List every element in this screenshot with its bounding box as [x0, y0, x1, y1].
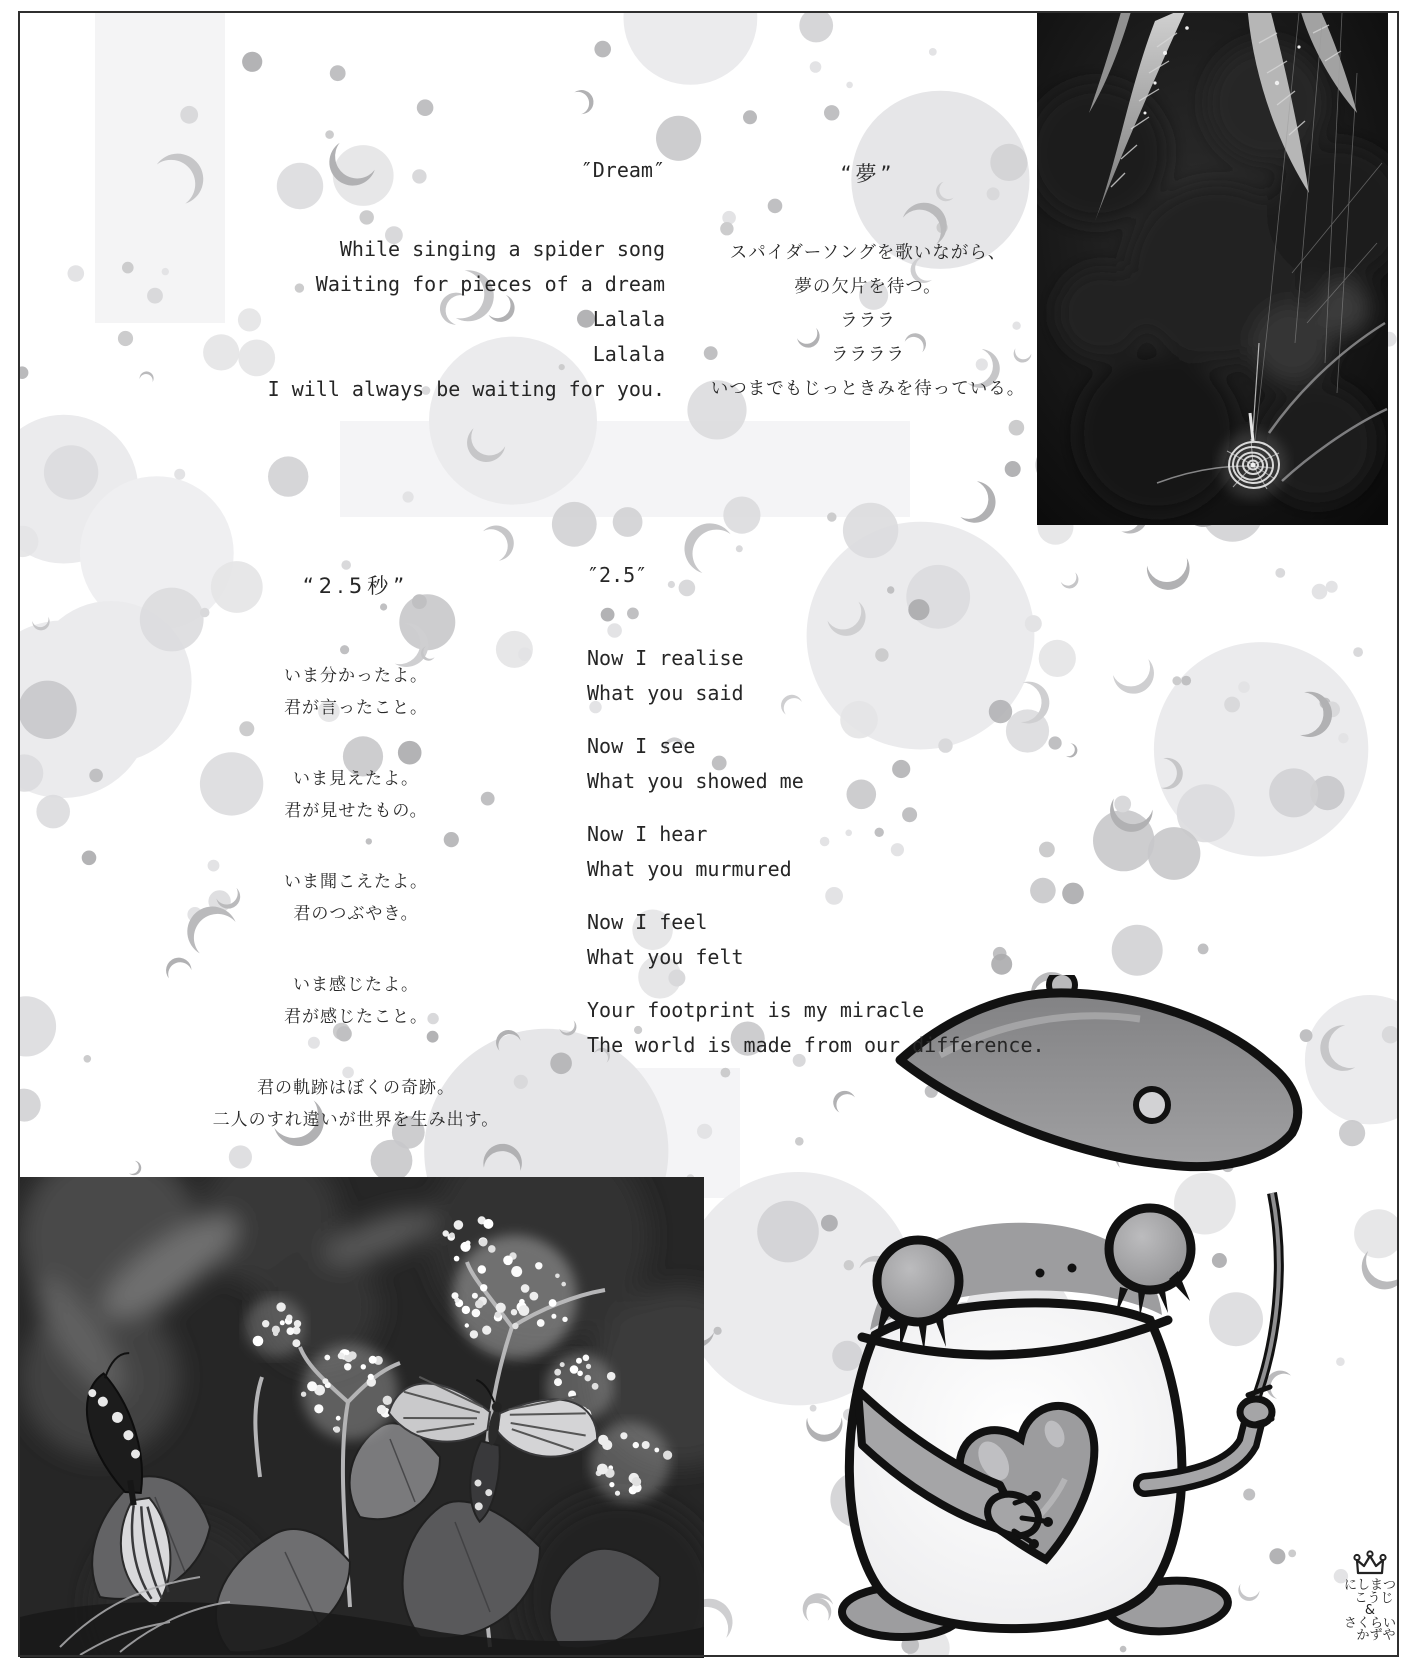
lyric-stanza — [587, 905, 1045, 975]
crown-doodle-icon — [1350, 1550, 1390, 1578]
leaf-hole — [1136, 1089, 1168, 1121]
lyric-stanza — [56, 660, 656, 724]
lyric-line: Lalala — [592, 342, 665, 366]
lyric-line: いま見えたよ。 — [293, 769, 419, 789]
lyric-line: Your footprint is my miracle — [587, 998, 925, 1022]
lyric-line: ララララ — [831, 345, 905, 365]
lyric-stanza — [587, 729, 1045, 799]
signature-line: さくらい — [1343, 1615, 1396, 1631]
lyric-line: 二人のすれ違いが世界を生み出す。 — [212, 1110, 500, 1130]
lyric-line: Now I realise — [587, 646, 744, 670]
lyric-stanza — [56, 763, 656, 827]
lyric-line: 君の軌跡はぼくの奇跡。 — [257, 1078, 455, 1098]
frog-eye — [877, 1240, 959, 1322]
signature-line: にしまつ — [1343, 1578, 1396, 1593]
lyric-line: Waiting for pieces of a dream — [315, 272, 665, 296]
lyrics-25sec-japanese — [56, 570, 656, 1175]
song-title: ″Dream″ — [580, 158, 665, 182]
lyric-line: いま感じたよ。 — [293, 975, 419, 995]
lyric-line: Now I feel — [587, 910, 708, 934]
lyric-stanza — [56, 866, 656, 930]
lyric-line: 夢の欠片を待つ。 — [794, 277, 942, 297]
lyric-stanza — [587, 641, 1045, 711]
lyric-line: The world is made from our difference. — [587, 1033, 1045, 1057]
lyric-line: いつまでもじっときみを待っている。 — [710, 379, 1026, 399]
lyric-line: スパイダーソングを歌いながら、 — [729, 243, 1007, 263]
butterflies-photo — [20, 1177, 704, 1658]
signature-line: こうじ — [1354, 1590, 1394, 1606]
lyric-line: 君が見せたもの。 — [284, 801, 428, 821]
lyric-line: What you showed me — [587, 769, 804, 793]
lyric-line: Now I hear — [587, 822, 708, 846]
lyric-line: 君のつぶやき。 — [293, 904, 419, 924]
lyric-line: I will always be waiting for you. — [267, 377, 665, 401]
lyric-line: いま聞こえたよ。 — [284, 872, 428, 892]
lyric-stanza — [56, 969, 656, 1033]
lyric-stanza — [587, 993, 1045, 1063]
lyric-line: Lalala — [592, 307, 665, 331]
lyric-stanza — [587, 817, 1045, 887]
spiderweb-photo — [1037, 13, 1388, 525]
signature-line: & — [1364, 1603, 1376, 1618]
lyric-line: Now I see — [587, 734, 696, 758]
artist-signature — [1336, 1550, 1404, 1643]
lyric-line: 君が感じたこと。 — [284, 1007, 428, 1027]
song-title: “2.5秒” — [302, 574, 410, 598]
lyric-line: いま分かったよ。 — [284, 666, 428, 686]
song-title: ″2.5″ — [587, 563, 648, 587]
lyric-line: What you felt — [587, 945, 744, 969]
song-title: “夢” — [840, 162, 896, 186]
leaf-stem — [1252, 1193, 1279, 1409]
lyric-line: 君が言ったこと。 — [284, 698, 428, 718]
lyric-line: What you said — [587, 681, 744, 705]
signature-line: かずや — [1356, 1628, 1396, 1643]
lyric-stanza — [56, 1072, 656, 1136]
lyric-line: What you murmured — [587, 857, 792, 881]
lyric-line: ラララ — [840, 311, 896, 331]
lyric-line: While singing a spider song — [339, 237, 665, 261]
lyrics-25-english — [587, 563, 1045, 1081]
